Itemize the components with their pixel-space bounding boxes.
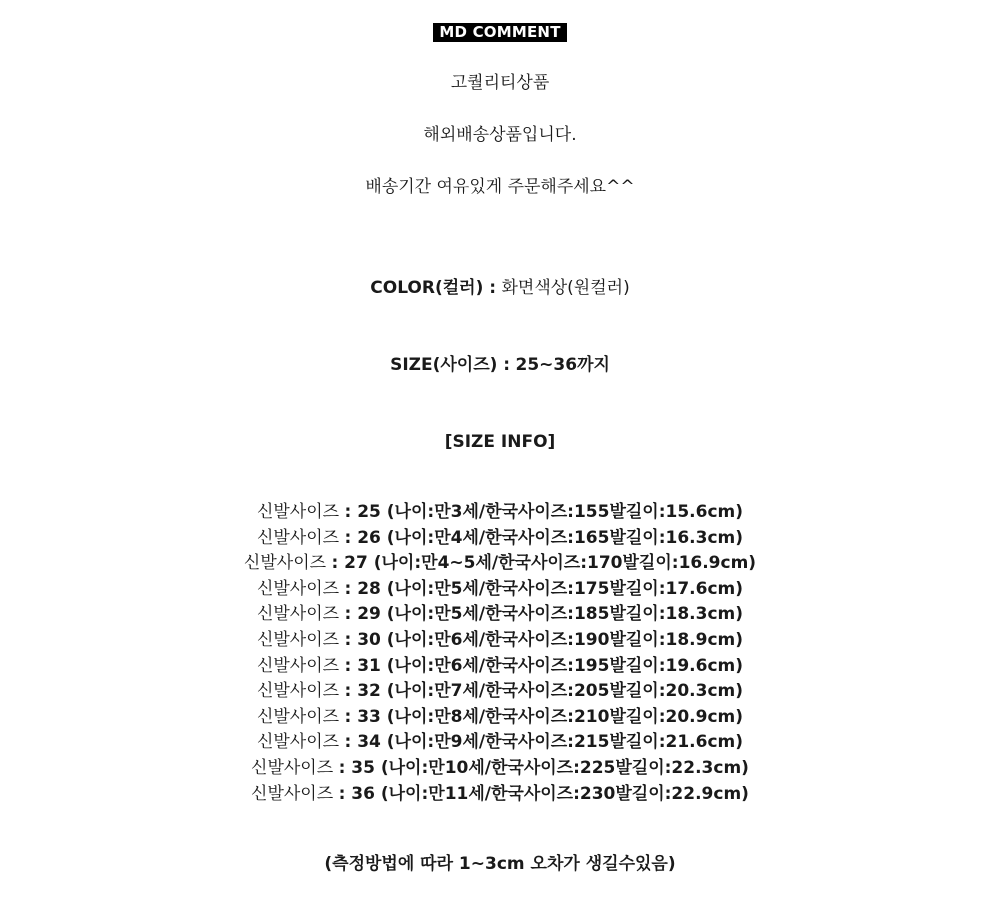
size-row-label: 신발사이즈 xyxy=(256,655,340,676)
color-value: 화면색상(원컬러) xyxy=(501,278,630,298)
size-info-list xyxy=(0,500,1000,807)
intro-quality-text: 고퀄리티상품 xyxy=(450,73,550,93)
size-row-label: 신발사이즈 xyxy=(256,706,340,727)
size-row-value: : 25 (나이:만3세/한국사이즈:155발길이:15.6cm) xyxy=(344,502,744,522)
size-row xyxy=(0,782,1000,808)
size-row-value: : 26 (나이:만4세/한국사이즈:165발길이:16.3cm) xyxy=(344,527,744,548)
size-row xyxy=(0,679,1000,705)
size-row-label: 신발사이즈 xyxy=(256,732,340,753)
size-value: 25~36까지 xyxy=(515,355,610,375)
size-row-label: 신발사이즈 xyxy=(256,604,340,625)
size-row-label: 신발사이즈 xyxy=(243,553,327,574)
size-row xyxy=(0,654,1000,680)
size-label: SIZE(사이즈) : xyxy=(390,355,511,375)
measurement-note: (측정방법에 따라 1~3cm 오차가 생길수있음) xyxy=(324,854,676,874)
size-row-value: : 30 (나이:만6세/한국사이즈:190발길이:18.9cm) xyxy=(344,629,744,650)
size-row-value: : 33 (나이:만8세/한국사이즈:210발길이:20.9cm) xyxy=(344,706,744,727)
size-row-label: 신발사이즈 xyxy=(256,681,340,702)
size-row-value: : 34 (나이:만9세/한국사이즈:215발길이:21.6cm) xyxy=(344,732,744,753)
size-row-value: : 35 (나이:만10세/한국사이즈:225발길이:22.3cm) xyxy=(338,757,749,778)
color-label: COLOR(컬러) : xyxy=(370,278,497,298)
size-row xyxy=(0,577,1000,603)
size-row xyxy=(0,756,1000,782)
intro-overseas-shipping-text: 해외배송상품입니다. xyxy=(423,125,577,145)
size-row xyxy=(0,602,1000,628)
size-row-label: 신발사이즈 xyxy=(256,629,340,650)
size-row xyxy=(0,730,1000,756)
size-row-value: : 36 (나이:만11세/한국사이즈:230발길이:22.9cm) xyxy=(338,783,749,804)
intro-delivery-notice-text: 배송기간 여유있게 주문해주세요^^ xyxy=(365,177,635,197)
md-comment-badge: MD COMMENT xyxy=(433,23,566,42)
size-row xyxy=(0,526,1000,552)
size-row-value: : 29 (나이:만5세/한국사이즈:185발길이:18.3cm) xyxy=(344,604,744,625)
size-row xyxy=(0,705,1000,731)
size-row xyxy=(0,628,1000,654)
size-row-label: 신발사이즈 xyxy=(256,502,340,522)
size-row xyxy=(0,500,1000,526)
size-row-value: : 27 (나이:만4~5세/한국사이즈:170발길이:16.9cm) xyxy=(331,553,757,574)
size-row-value: : 28 (나이:만5세/한국사이즈:175발길이:17.6cm) xyxy=(344,578,744,599)
size-row-label: 신발사이즈 xyxy=(256,578,340,599)
size-row-label: 신발사이즈 xyxy=(251,757,334,778)
size-row-label: 신발사이즈 xyxy=(251,783,334,804)
md-comment-header xyxy=(0,22,1000,42)
size-row xyxy=(0,551,1000,577)
size-range-info xyxy=(0,354,1000,376)
color-info xyxy=(0,277,1000,299)
size-row-value: : 32 (나이:만7세/한국사이즈:205발길이:20.3cm) xyxy=(344,681,744,702)
size-row-label: 신발사이즈 xyxy=(256,527,340,548)
size-info-heading: [SIZE INFO] xyxy=(444,432,556,452)
size-row-value: : 31 (나이:만6세/한국사이즈:195발길이:19.6cm) xyxy=(344,655,744,676)
